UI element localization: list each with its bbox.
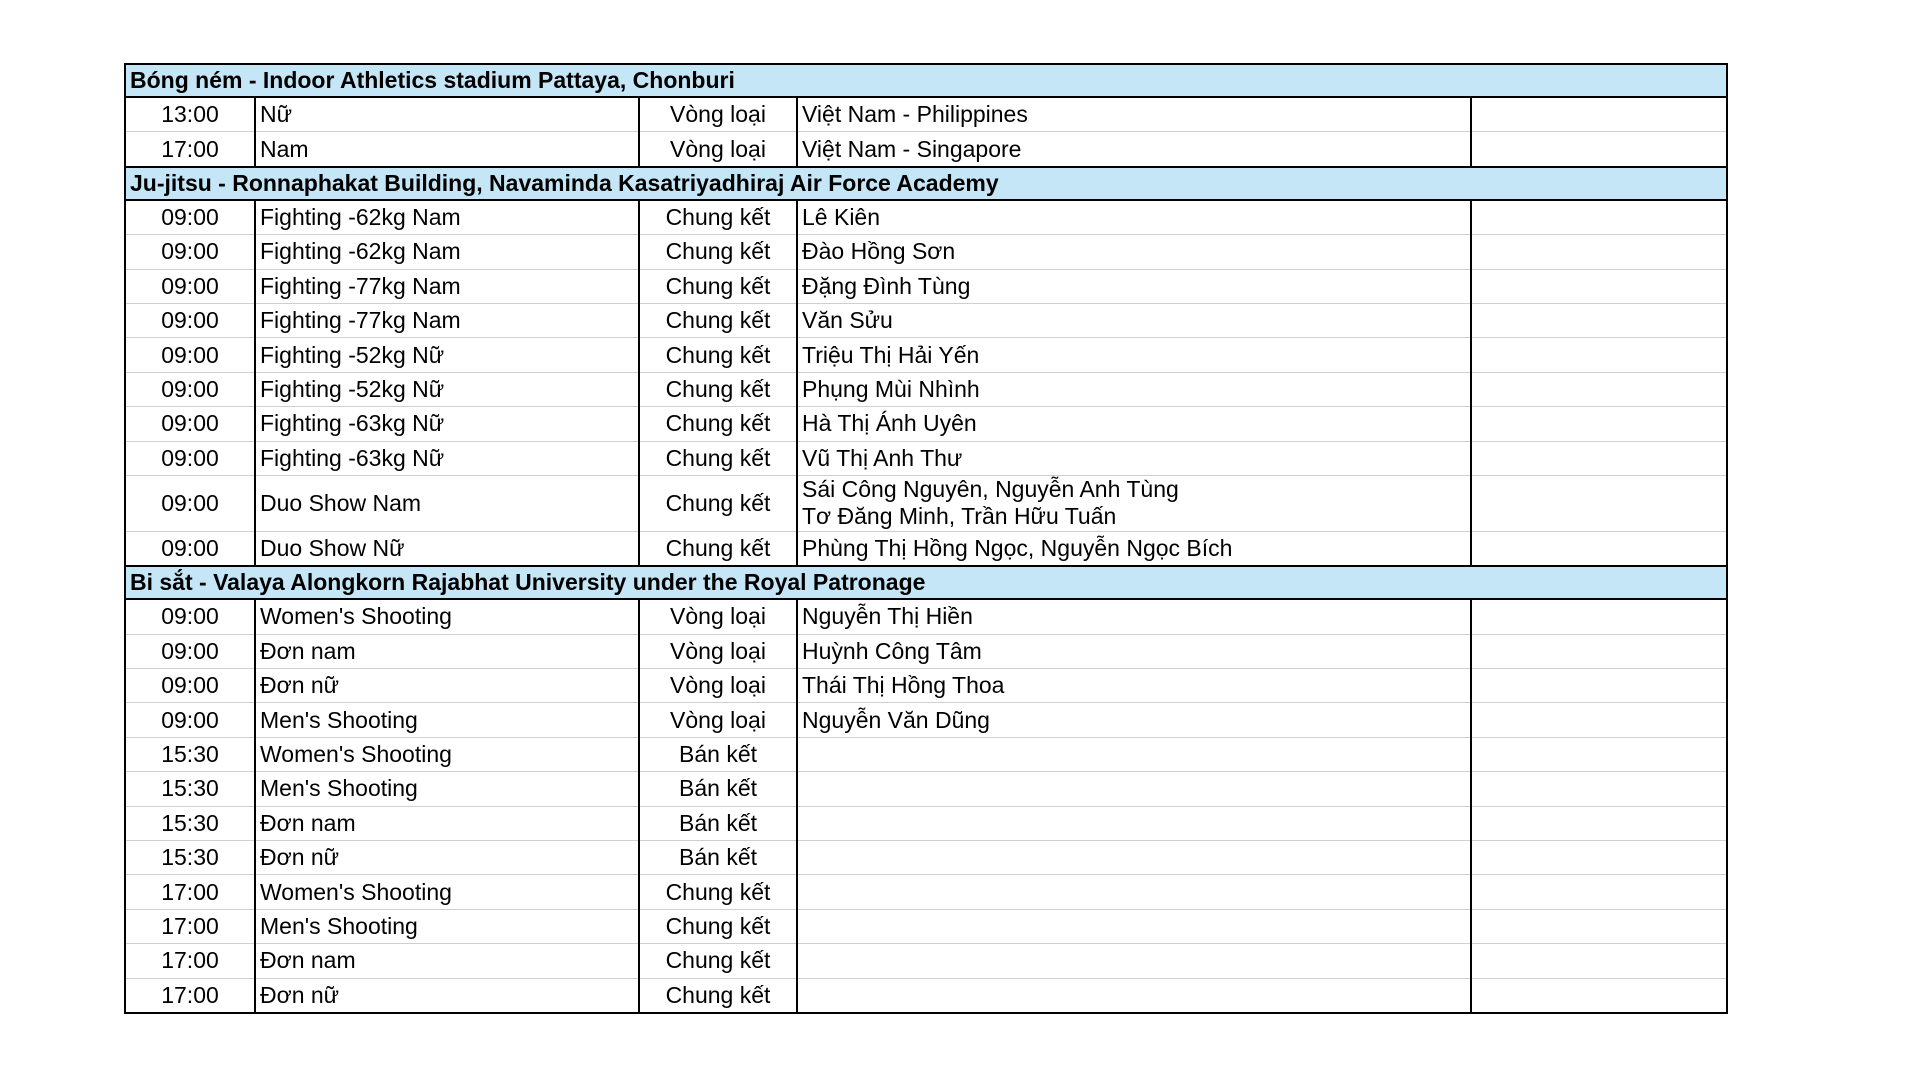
empty-cell (1471, 599, 1727, 634)
event-cell: Nữ (255, 97, 639, 132)
time-cell: 15:30 (125, 841, 255, 875)
event-cell: Đơn nam (255, 944, 639, 978)
time-cell: 17:00 (125, 875, 255, 909)
time-cell: 09:00 (125, 669, 255, 703)
time-cell: 09:00 (125, 303, 255, 337)
event-cell: Women's Shooting (255, 599, 639, 634)
athletes-cell (797, 669, 1471, 703)
schedule-row (125, 772, 1727, 806)
empty-cell (1471, 875, 1727, 909)
athlete-name: Hà Thị Ánh Uyên (802, 410, 977, 437)
round-cell: Bán kết (639, 772, 797, 806)
empty-cell (1471, 475, 1727, 531)
event-cell: Men's Shooting (255, 772, 639, 806)
empty-cell (1471, 909, 1727, 943)
schedule-row (125, 132, 1727, 167)
athletes-cell (797, 703, 1471, 737)
section-header-row (125, 566, 1727, 599)
event-cell: Đơn nữ (255, 669, 639, 703)
empty-cell (1471, 944, 1727, 978)
schedule-row (125, 372, 1727, 406)
athletes-cell (797, 841, 1471, 875)
event-cell: Men's Shooting (255, 703, 639, 737)
athlete-name: Huỳnh Công Tâm (802, 637, 982, 664)
athlete-name: Việt Nam - Singapore (802, 135, 1022, 162)
empty-cell (1471, 132, 1727, 167)
schedule-row (125, 909, 1727, 943)
time-cell: 09:00 (125, 372, 255, 406)
athletes-cell (797, 634, 1471, 668)
section-header-row (125, 167, 1727, 200)
event-cell: Duo Show Nam (255, 475, 639, 531)
athlete-name: Thái Thị Hồng Thoa (802, 672, 1005, 699)
event-cell: Fighting -52kg Nữ (255, 372, 639, 406)
empty-cell (1471, 841, 1727, 875)
event-cell: Đơn nữ (255, 841, 639, 875)
section-title: Bóng ném - Indoor Athletics stadium Pattaya, Chonburi (125, 64, 1727, 97)
athlete-name: Vũ Thị Anh Thư (802, 444, 963, 471)
time-cell: 09:00 (125, 269, 255, 303)
time-cell: 09:00 (125, 599, 255, 634)
athlete-name: Việt Nam - Philippines (802, 101, 1028, 128)
athletes-cell (797, 772, 1471, 806)
athlete-name: Phùng Thị Hồng Ngọc, Nguyễn Ngọc Bích (802, 535, 1233, 562)
athlete-name: Tơ Đăng Minh, Trần Hữu Tuấn (802, 503, 1117, 530)
round-cell: Chung kết (639, 303, 797, 337)
schedule-table (124, 63, 1728, 1014)
schedule-row (125, 200, 1727, 235)
athletes-cell (797, 441, 1471, 475)
time-cell: 09:00 (125, 407, 255, 441)
athlete-name: Sái Công Nguyên, Nguyễn Anh Tùng (802, 476, 1179, 503)
event-cell: Đơn nam (255, 806, 639, 840)
athlete-name: Đặng Đình Tùng (802, 272, 971, 299)
athletes-cell (797, 909, 1471, 943)
athletes-cell (797, 978, 1471, 1013)
round-cell: Chung kết (639, 978, 797, 1013)
schedule-row (125, 338, 1727, 372)
schedule-row (125, 875, 1727, 909)
event-cell: Fighting -62kg Nam (255, 235, 639, 269)
schedule-row (125, 944, 1727, 978)
round-cell: Vòng loại (639, 703, 797, 737)
round-cell: Bán kết (639, 841, 797, 875)
athletes-cell (797, 235, 1471, 269)
round-cell: Chung kết (639, 875, 797, 909)
athletes-cell (797, 303, 1471, 337)
empty-cell (1471, 303, 1727, 337)
athlete-name: Văn Sửu (802, 307, 893, 334)
time-cell: 09:00 (125, 235, 255, 269)
round-cell: Bán kết (639, 806, 797, 840)
schedule-row (125, 978, 1727, 1013)
time-cell: 17:00 (125, 978, 255, 1013)
time-cell: 09:00 (125, 200, 255, 235)
event-cell: Fighting -63kg Nữ (255, 441, 639, 475)
empty-cell (1471, 772, 1727, 806)
empty-cell (1471, 737, 1727, 771)
athletes-cell (797, 806, 1471, 840)
time-cell: 09:00 (125, 475, 255, 531)
round-cell: Chung kết (639, 372, 797, 406)
event-cell: Fighting -62kg Nam (255, 200, 639, 235)
schedule-row (125, 634, 1727, 668)
schedule-row (125, 475, 1727, 531)
athletes-cell (797, 338, 1471, 372)
round-cell: Chung kết (639, 269, 797, 303)
event-cell: Nam (255, 132, 639, 167)
athletes-cell (797, 97, 1471, 132)
schedule-row (125, 806, 1727, 840)
section-header-row (125, 64, 1727, 97)
empty-cell (1471, 97, 1727, 132)
athletes-cell (797, 875, 1471, 909)
event-cell: Fighting -52kg Nữ (255, 338, 639, 372)
round-cell: Chung kết (639, 909, 797, 943)
empty-cell (1471, 669, 1727, 703)
event-cell: Men's Shooting (255, 909, 639, 943)
round-cell: Vòng loại (639, 132, 797, 167)
time-cell: 09:00 (125, 338, 255, 372)
time-cell: 17:00 (125, 909, 255, 943)
time-cell: 17:00 (125, 132, 255, 167)
empty-cell (1471, 338, 1727, 372)
schedule-row (125, 407, 1727, 441)
empty-cell (1471, 978, 1727, 1013)
time-cell: 09:00 (125, 634, 255, 668)
athlete-name: Lê Kiên (802, 203, 881, 230)
round-cell: Bán kết (639, 737, 797, 771)
time-cell: 09:00 (125, 531, 255, 566)
empty-cell (1471, 634, 1727, 668)
schedule-row (125, 441, 1727, 475)
schedule-row (125, 235, 1727, 269)
athlete-name: Nguyễn Văn Dũng (802, 706, 990, 733)
time-cell: 15:30 (125, 737, 255, 771)
section-title: Ju-jitsu - Ronnaphakat Building, Navaminda Kasatriyadhiraj Air Force Academy (125, 167, 1727, 200)
empty-cell (1471, 441, 1727, 475)
empty-cell (1471, 269, 1727, 303)
round-cell: Vòng loại (639, 634, 797, 668)
schedule-row (125, 97, 1727, 132)
empty-cell (1471, 703, 1727, 737)
schedule-row (125, 531, 1727, 566)
athletes-cell (797, 132, 1471, 167)
event-cell: Đơn nam (255, 634, 639, 668)
schedule-row (125, 737, 1727, 771)
athlete-name: Đào Hồng Sơn (802, 238, 956, 265)
round-cell: Chung kết (639, 944, 797, 978)
round-cell: Vòng loại (639, 599, 797, 634)
schedule-row (125, 303, 1727, 337)
empty-cell (1471, 531, 1727, 566)
event-cell: Đơn nữ (255, 978, 639, 1013)
round-cell: Chung kết (639, 200, 797, 235)
event-cell: Women's Shooting (255, 875, 639, 909)
schedule-table-body (125, 64, 1727, 1013)
athletes-cell (797, 372, 1471, 406)
round-cell: Chung kết (639, 441, 797, 475)
time-cell: 09:00 (125, 703, 255, 737)
schedule-row (125, 269, 1727, 303)
athlete-name: Nguyễn Thị Hiền (802, 603, 973, 630)
empty-cell (1471, 407, 1727, 441)
event-cell: Women's Shooting (255, 737, 639, 771)
schedule-row (125, 841, 1727, 875)
time-cell: 09:00 (125, 441, 255, 475)
athletes-cell (797, 407, 1471, 441)
round-cell: Chung kết (639, 475, 797, 531)
time-cell: 17:00 (125, 944, 255, 978)
section-title: Bi sắt - Valaya Alongkorn Rajabhat University under the Royal Patronage (125, 566, 1727, 599)
empty-cell (1471, 200, 1727, 235)
round-cell: Chung kết (639, 338, 797, 372)
empty-cell (1471, 372, 1727, 406)
round-cell: Vòng loại (639, 97, 797, 132)
round-cell: Chung kết (639, 235, 797, 269)
athletes-cell (797, 944, 1471, 978)
round-cell: Chung kết (639, 407, 797, 441)
athletes-cell (797, 737, 1471, 771)
empty-cell (1471, 806, 1727, 840)
athletes-cell (797, 200, 1471, 235)
schedule-row (125, 599, 1727, 634)
athlete-name: Triệu Thị Hải Yến (802, 341, 980, 368)
schedule-row (125, 703, 1727, 737)
time-cell: 13:00 (125, 97, 255, 132)
empty-cell (1471, 235, 1727, 269)
athletes-cell (797, 269, 1471, 303)
round-cell: Chung kết (639, 531, 797, 566)
athletes-cell (797, 531, 1471, 566)
event-cell: Fighting -63kg Nữ (255, 407, 639, 441)
time-cell: 15:30 (125, 772, 255, 806)
athlete-name: Phụng Mùi Nhình (802, 375, 980, 402)
athletes-cell (797, 599, 1471, 634)
time-cell: 15:30 (125, 806, 255, 840)
round-cell: Vòng loại (639, 669, 797, 703)
schedule-row (125, 669, 1727, 703)
athletes-cell (797, 475, 1471, 531)
event-cell: Duo Show Nữ (255, 531, 639, 566)
event-cell: Fighting -77kg Nam (255, 303, 639, 337)
event-cell: Fighting -77kg Nam (255, 269, 639, 303)
